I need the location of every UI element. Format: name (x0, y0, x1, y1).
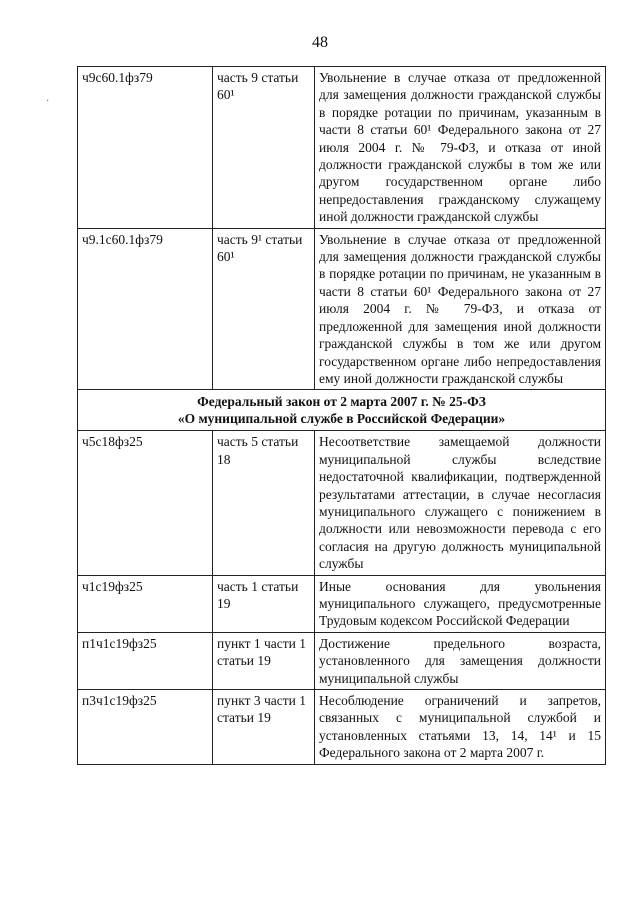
row-description: Достижение предельного возраста, установленного для замещения должности муниципальной службы (315, 632, 606, 689)
section-title-line1: Федеральный закон от 2 марта 2007 г. № 25-ФЗ (197, 394, 486, 410)
row-code: ч9.1с60.1фз79 (78, 228, 213, 390)
table-row (78, 690, 606, 765)
table-row (78, 228, 606, 390)
row-description: Несоответствие замещаемой должности муниципальной службы вследствие недостаточной квалификации, подтвержденной результатами аттестации, в случае несогласия муниципального служащего с понижением в должности или невозможности перевода с его согласия на другую должность муниципальной службы (315, 431, 606, 575)
row-article: пункт 1 части 1 статьи 19 (213, 632, 315, 689)
scan-speck: · (46, 96, 50, 107)
row-article: часть 9¹ статьи 60¹ (213, 228, 315, 390)
section-header (78, 390, 606, 431)
row-article: часть 5 статьи 18 (213, 431, 315, 575)
row-code: ч9с60.1фз79 (78, 67, 213, 229)
section-header-row (78, 390, 606, 431)
table-row (78, 575, 606, 632)
row-article: пункт 3 части 1 статьи 19 (213, 690, 315, 765)
row-article: часть 9 статьи 60¹ (213, 67, 315, 229)
section-title-line2: «О муниципальной службе в Российской Федерации» (177, 411, 506, 427)
table-row (78, 632, 606, 689)
row-article: часть 1 статьи 19 (213, 575, 315, 632)
row-code: ч1с19фз25 (78, 575, 213, 632)
row-description: Увольнение в случае отказа от предложенной для замещения должности гражданской службы в порядке ротации по причинам, не указанным в части 8 статьи 60¹ Федерального закона от 27 июля 2004 г. № 79-ФЗ, и отказа от предложенной для замещения иной должности гражданской службы в том же или другом государственном органе либо непредоставления ему иной должности гражданской службы (315, 228, 606, 390)
page-number: 48 (312, 34, 328, 51)
table-row (78, 67, 606, 229)
row-description: Увольнение в случае отказа от предложенной для замещения должности гражданской службы в порядке ротации по причинам, указанным в части 8 статьи 60¹ Федерального закона от 27 июля 2004 г. № 79-ФЗ, и отказа от иной должности гражданской службы в том же или другом государственном органе либо непредоставления гражданскому служащему иной должности гражданской службы (315, 67, 606, 229)
row-code: п1ч1с19фз25 (78, 632, 213, 689)
classification-table (77, 66, 606, 765)
row-code: ч5с18фз25 (78, 431, 213, 575)
row-description: Иные основания для увольнения муниципального служащего, предусмотренные Трудовым кодексом Российской Федерации (315, 575, 606, 632)
row-description: Несоблюдение ограничений и запретов, связанных с муниципальной службой и установленных статьями 13, 14, 14¹ и 15 Федерального закона от 2 марта 2007 г. (315, 690, 606, 765)
row-code: п3ч1с19фз25 (78, 690, 213, 765)
table-row (78, 431, 606, 575)
